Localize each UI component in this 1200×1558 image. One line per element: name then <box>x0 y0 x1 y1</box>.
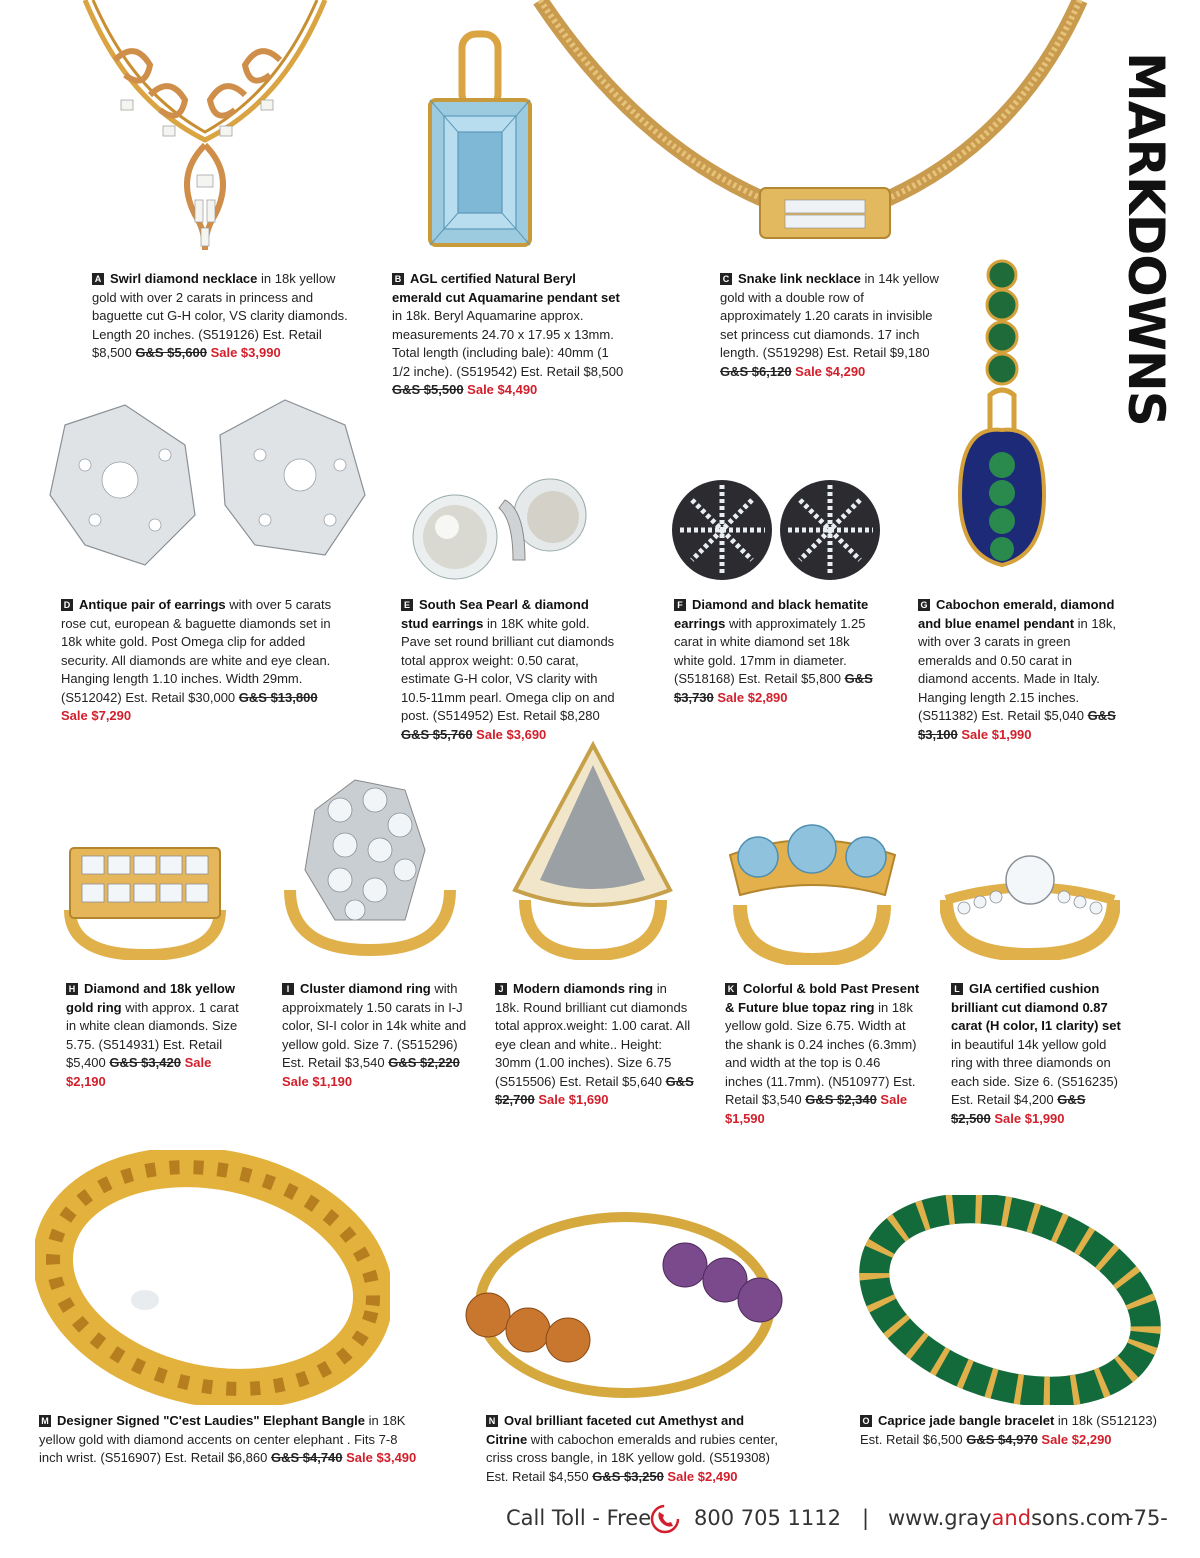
item-name: Diamond and 18k yellow gold ring <box>66 981 235 1015</box>
item-details: in 18K white gold. Pave set round brilliant cut diamonds total approx weight: 0.50 carat, estimate G-H color, VS clarity with 10.5-11mm pearl. Omega clip on and post. (S514952) Est. Retail $8,280 <box>401 615 615 723</box>
page-number: -75- <box>1126 1506 1168 1530</box>
topaz-ring-k-image <box>720 815 905 965</box>
item-details: with over 5 carats rose cut, european & baguette diamonds set in 18k white gold. Post Omega clip for added security. All diamonds are white and eye clean. Hanging length 1.10 inches. Width 29mm. (S512042) Est. Retail $30,000 <box>61 597 332 705</box>
item-letter-badge: C <box>720 273 732 285</box>
amethyst-citrine-bangle-n-image <box>460 1200 790 1405</box>
antique-earrings-d-image <box>45 395 375 575</box>
sale-price: Sale $1,690 <box>538 1092 609 1107</box>
gs-price: G&S $3,250 <box>592 1468 664 1484</box>
gs-price: G&S $6,120 <box>720 363 792 379</box>
item-name: Cluster diamond ring <box>300 981 431 996</box>
item-f-description <box>674 596 874 707</box>
sale-price: Sale $3,690 <box>476 726 547 742</box>
gs-price: G&S $13,800 <box>238 689 318 705</box>
url-part-and: and <box>991 1506 1032 1530</box>
url-part: sons.com <box>1031 1506 1131 1530</box>
item-details: in 14k yellow gold with a double row of approximately 1.20 carats in invisible set princess cut diamonds. 17 inch length. (S519298) Est. Retail $9,180 <box>720 271 939 360</box>
item-letter-badge: I <box>282 983 294 995</box>
sale-price: Sale $1,190 <box>282 1073 353 1089</box>
item-letter-badge: O <box>860 1415 872 1427</box>
snake-necklace-c-image <box>520 0 1100 255</box>
gold-ring-h-image <box>62 840 227 960</box>
item-letter-badge: E <box>401 599 413 611</box>
footer-separator: | <box>862 1506 870 1530</box>
cluster-ring-i-image <box>275 770 465 960</box>
item-details: in 18k. Round brilliant cut diamonds total approx.weight: 1.00 carat. All eye clean and white.. Height: 30mm (1.00 inches). Size 6.75 (S515506) Est. Retail $5,640 <box>495 981 691 1089</box>
item-o-description <box>860 1412 1175 1449</box>
gs-price: G&S $3,420 <box>109 1055 181 1070</box>
gs-price: G&S $2,500 <box>951 1092 1086 1126</box>
item-c-description <box>720 270 940 381</box>
item-letter-badge: J <box>495 983 507 995</box>
item-details: in 18K yellow gold with diamond accents on center elephant . Fits 7-8 inch wrist. (S516907) Est. Retail $6,860 <box>39 1413 406 1465</box>
call-toll-free-label: Call Toll - Free <box>506 1506 652 1530</box>
gs-price: G&S $3,730 <box>674 671 873 705</box>
item-name: Oval brilliant faceted cut Amethyst and Citrine <box>486 1413 745 1447</box>
item-details: with approixmately 1.50 carats in I-J color, SI-I color in 14k white and yellow gold. Size 7. (S515296) Est. Retail $3,540 <box>282 981 467 1070</box>
item-d-description <box>61 596 347 726</box>
gs-price: G&S $5,760 <box>401 726 473 742</box>
item-letter-badge: B <box>392 273 404 285</box>
gs-price: G&S $5,500 <box>392 382 464 397</box>
item-letter-badge: K <box>725 983 737 995</box>
item-details: with approximately 1.25 carat in white diamond set 18k white gold. 17mm in diameter. (S518168) Est. Retail $5,800 <box>674 615 866 686</box>
necklace-a-image <box>55 0 340 265</box>
item-letter-badge: D <box>61 599 73 611</box>
emerald-pendant-g-image <box>950 255 1055 585</box>
item-e-description <box>401 596 616 744</box>
item-h-description <box>66 980 244 1091</box>
sale-price: Sale $1,990 <box>994 1110 1065 1126</box>
item-name: Snake link necklace <box>738 271 861 286</box>
gs-price: G&S $2,220 <box>388 1055 460 1070</box>
item-m-description <box>39 1412 424 1468</box>
elephant-bangle-m-image <box>35 1150 390 1405</box>
item-name: Modern diamonds ring <box>513 981 654 996</box>
url-part: www.gray <box>888 1506 992 1530</box>
gs-price: G&S $4,970 <box>966 1431 1038 1447</box>
hematite-earrings-f-image <box>670 475 885 585</box>
jade-bangle-o-image <box>850 1195 1170 1405</box>
pearl-earrings-e-image <box>405 465 595 585</box>
item-name: Designer Signed "C'est Laudies" Elephant Bangle <box>57 1413 365 1428</box>
item-letter-badge: N <box>486 1415 498 1427</box>
sale-price: Sale $1,590 <box>725 1092 908 1126</box>
gs-price: G&S $3,100 <box>918 708 1116 742</box>
item-n-description <box>486 1412 786 1486</box>
item-name: Antique pair of earrings <box>79 597 226 612</box>
item-name: GIA certified cushion brilliant cut diamond 0.87 carat (H color, I1 clarity) set <box>951 981 1121 1033</box>
item-details: in 18k yellow gold with over 2 carats in princess and baguette cut G-H color, VS clarity diamonds. Length 20 inches. (S519126) Est. Retail $8,500 <box>92 271 348 360</box>
item-details: in beautiful 14k yellow gold ring with three diamonds on each side. Size 6. (S516235) Est. Retail $4,200 <box>951 1036 1118 1107</box>
cushion-ring-l-image <box>940 850 1120 960</box>
sale-price: Sale $2,890 <box>717 689 788 705</box>
section-title: MARKDOWNS <box>1117 52 1175 426</box>
item-details: with approx. 1 carat in white clean diamonds. Size 5.75. (S514931) Est. Retail $5,400 <box>66 999 239 1070</box>
sale-price: Sale $3,490 <box>346 1450 417 1465</box>
footer <box>500 1506 1190 1538</box>
item-name: Diamond and black hematite earrings <box>674 597 869 631</box>
modern-ring-j-image <box>505 740 680 960</box>
item-details: in 18k (S512123) Est. Retail $6,500 <box>860 1413 1157 1447</box>
item-letter-badge: M <box>39 1415 51 1427</box>
gs-price: G&S $2,700 <box>495 1073 694 1107</box>
item-letter-badge: A <box>92 273 104 285</box>
item-i-description <box>282 980 472 1091</box>
item-details: in 18k. Beryl Aquamarine approx. measurements 24.70 x 17.95 x 13mm. Total length (including bale): 40mm (1 1/2 inche). (S519542) Est. Retail $8,500 <box>392 308 624 379</box>
sale-price: Sale $2,290 <box>1041 1431 1112 1447</box>
sale-price: Sale $2,490 <box>667 1468 738 1484</box>
sale-price: Sale $4,290 <box>795 363 866 379</box>
item-letter-badge: H <box>66 983 78 995</box>
item-j-description <box>495 980 695 1110</box>
phone-number-link[interactable]: 800 705 1112 <box>694 1506 841 1530</box>
sale-price: Sale $3,990 <box>210 345 281 360</box>
item-name: Colorful & bold Past Present & Future blue topaz ring <box>725 981 920 1015</box>
sale-price: Sale $2,190 <box>66 1055 212 1089</box>
sale-price: Sale $1,990 <box>961 726 1032 742</box>
item-name: Caprice jade bangle bracelet <box>878 1413 1055 1428</box>
item-letter-badge: G <box>918 599 930 611</box>
gs-price: G&S $5,600 <box>135 345 207 360</box>
item-letter-badge: L <box>951 983 963 995</box>
item-name: South Sea Pearl & diamond stud earrings <box>401 597 589 631</box>
item-b-description <box>392 270 624 400</box>
website-link[interactable] <box>888 1506 1131 1530</box>
phone-icon <box>650 1504 680 1539</box>
item-details: in 18k yellow gold. Size 6.75. Width at the shank is 0.24 inches (6.3mm) and width at the top is 0.46 inches (11.7mm). (N510977) Est. Retail $3,540 <box>725 999 917 1107</box>
item-name: AGL certified Natural Beryl emerald cut Aquamarine pendant set <box>392 271 620 305</box>
item-k-description <box>725 980 920 1128</box>
item-details: with cabochon emeralds and rubies center, criss cross bangle, in 18K yellow gold. (S519308) Est. Retail $4,550 <box>486 1431 778 1484</box>
sale-price: Sale $4,490 <box>467 382 538 397</box>
item-a-description <box>92 270 357 363</box>
item-name: Swirl diamond necklace <box>110 271 258 286</box>
item-l-description <box>951 980 1126 1128</box>
item-g-description <box>918 596 1118 744</box>
gs-price: G&S $2,340 <box>805 1092 877 1107</box>
item-details: in 18k, with over 3 carats in green emeralds and 0.50 carat in diamond accents. Made in Italy. Hanging length 2.15 inches. (S511382) Est. Retail $5,040 <box>918 615 1116 723</box>
item-name: Cabochon emerald, diamond and blue enamel pendant <box>918 597 1115 631</box>
item-letter-badge: F <box>674 599 686 611</box>
sale-price: Sale $7,290 <box>61 708 132 723</box>
gs-price: G&S $4,740 <box>270 1450 343 1465</box>
